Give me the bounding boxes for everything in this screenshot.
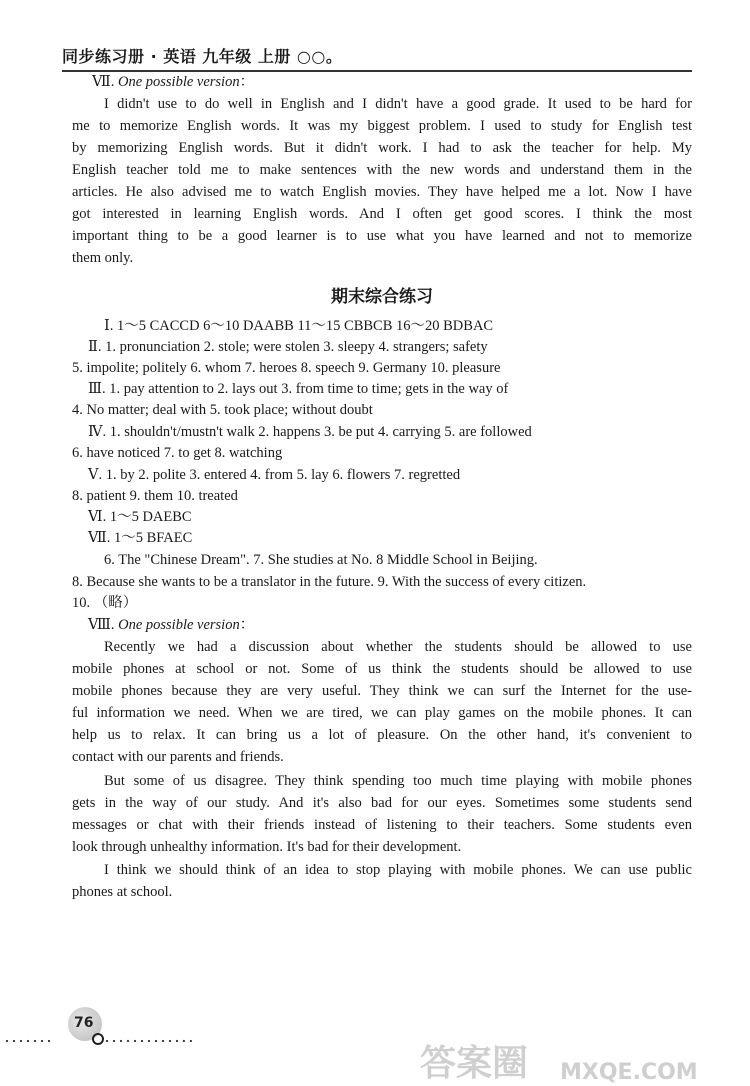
paragraph-line: contact with our parents and friends. [72,749,284,765]
answer-line: Ⅵ. 1～5 DAEBC [88,509,192,525]
answer-line: Ⅶ. 1～5 BFAEC [88,530,193,546]
answer-line: 6. The "Chinese Dream". 7. She studies at No. 8 Middle School in Beijing. [104,552,538,568]
paragraph-line: articles. He also advised me to watch English movies. They have helped me a lot. Now I have [72,184,692,200]
paragraph-line: mobile phones at school or not. Some of us think the students should be allowed to use [72,661,692,677]
paragraph-line: them only. [72,250,134,266]
answer-line: Ⅱ. 1. pronunciation 2. stole; were stolen 3. sleepy 4. strangers; safety [88,339,488,355]
paragraph-line: Recently we had a discussion about whether the students should be allowed to use [104,639,692,655]
section7-heading [92,72,254,92]
paragraph-line: English teacher told me to make sentences with the new words and understand them in the [72,162,692,178]
section7-colon: ： [239,74,255,90]
paragraph-line: But some of us disagree. They think spending too much time playing with mobile phones [104,773,692,789]
header-title: 同步练习册 · 英语 九年级 上册 ○○。 [62,47,343,66]
answer-line: Ⅲ. 1. pay attention to 2. lays out 3. from time to time; gets in the way of [88,381,509,397]
paragraph-line: look through unhealthy information. It's bad for their development. [72,839,462,855]
footer-dots-right: ············· [104,1031,195,1051]
footer-dots-left: ······· [4,1031,53,1051]
paragraph-line: gets in the way of our study. And it's also bad for our eyes. Sometimes some students send [72,795,692,811]
section7-intro: One possible version [117,74,240,90]
answer-line: 8. Because she wants to be a translator in the future. 9. With the success of every citizen. [72,574,587,590]
paragraph-line: important thing to be a good learner is to use what you have learned and not to memorize [72,228,692,244]
watermark-url: MXQE.COM [560,1060,698,1085]
section7-label: Ⅶ. [92,74,118,90]
answer-line: Ⅳ. 1. shouldn't/mustn't walk 2. happens 3. be put 4. carrying 5. are followed [88,424,532,440]
paragraph-line: me to memorize English words. It was my biggest problem. I used to study for English test [72,118,692,134]
paragraph-line: by memorizing English words. But it didn't work. I had to ask the teacher for help. My [72,140,692,156]
section8-heading [88,615,254,635]
answer-line: 8. patient 9. them 10. treated [72,488,238,504]
section8-label: Ⅷ. [88,617,119,633]
answer-line: 10. （略） [72,595,138,611]
paragraph-line: I didn't use to do well in English and I didn't have a good grade. It used to be hard for [104,96,692,112]
answer-line: Ⅰ. 1～5 CACCD 6～10 DAABB 11～15 CBBCB 16～20 BDBAC [104,318,494,334]
answer-line: 6. have noticed 7. to get 8. watching [72,445,283,461]
answer-line: 5. impolite; politely 6. whom 7. heroes 8. speech 9. Germany 10. pleasure [72,360,501,376]
answer-line: Ⅴ. 1. by 2. polite 3. entered 4. from 5. lay 6. flowers 7. regretted [88,467,461,483]
section-title: 期末综合练习 [331,287,433,307]
ring-icon [92,1033,104,1045]
watermark-logo: 答案圈 [420,1043,529,1084]
page-footer [0,1005,240,1051]
paragraph-line: got interested in learning English words. And I often get good scores. I think the most [72,206,692,222]
section8-colon: ： [239,617,255,633]
paragraph-line: messages or chat with their friends instead of listening to their teachers. Some students even [72,817,692,833]
paragraph-line: help us to relax. It can bring us a lot of pleasure. On the other hand, it's convenient to [72,727,692,743]
section8-intro: One possible version [118,617,240,633]
paragraph-line: ful information we need. When we are tired, we can play games on the mobile phones. It can [72,705,692,721]
running-header [62,42,692,72]
paragraph-line: phones at school. [72,884,173,900]
paragraph-line: I think we should think of an idea to stop playing with mobile phones. We can use public [104,862,692,878]
answer-line: 4. No matter; deal with 5. took place; without doubt [72,402,373,418]
paragraph-line: mobile phones because they are very useful. They think we can surf the Internet for the use- [72,683,692,699]
page-number: 76 [74,1015,94,1031]
